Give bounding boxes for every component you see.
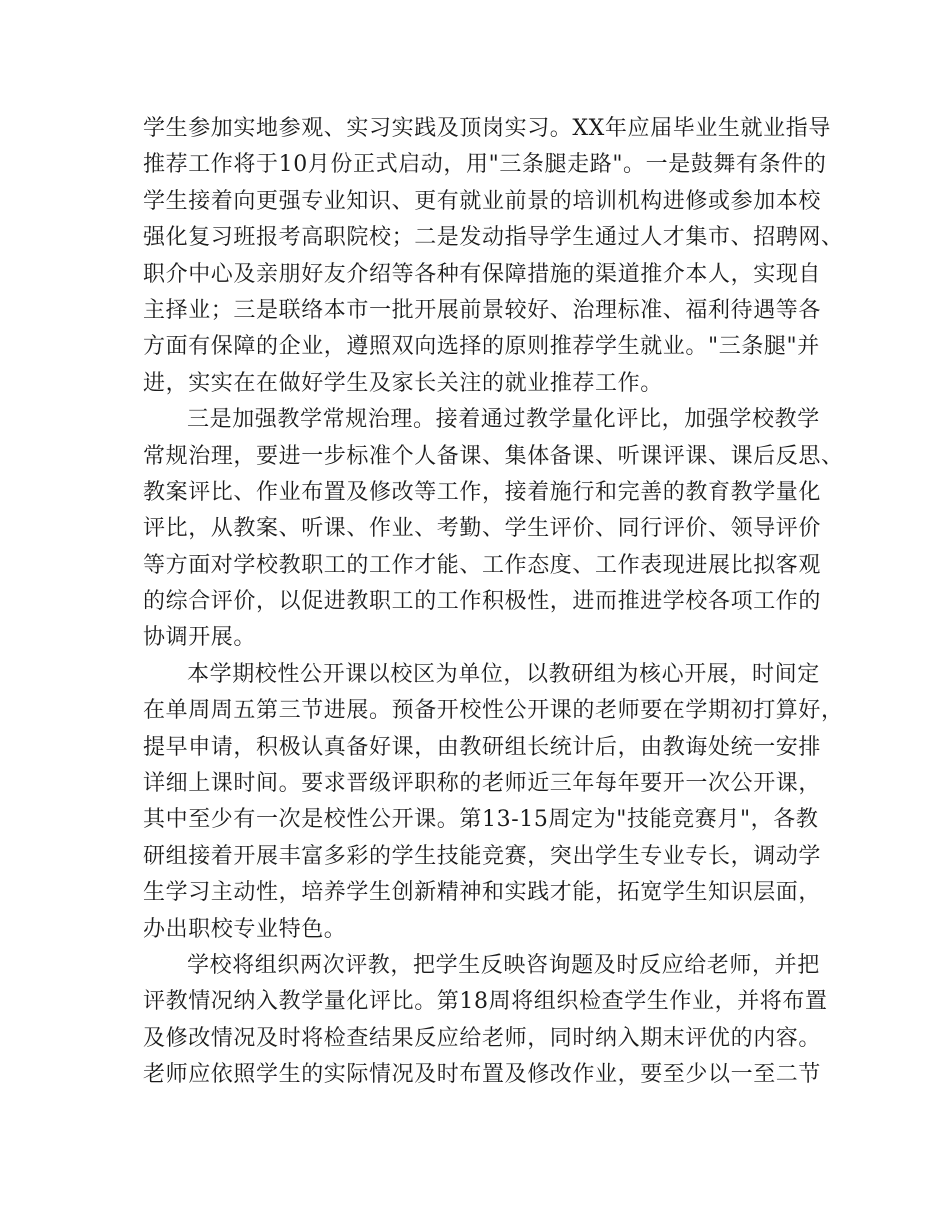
text-line: 进，实实在在做好学生及家长关注的就业推荐工作。 bbox=[143, 370, 663, 396]
text-line: 学生参加实地参观、实习实践及顶岗实习。XX年应届毕业生就业指导 bbox=[143, 116, 831, 141]
text-line: 评比，从教案、听课、作业、考勤、学生评价、同行评价、领导评价 bbox=[143, 516, 822, 542]
text-line: 学生接着向更强专业知识、更有就业前景的培训机构进修或参加本校 bbox=[143, 188, 822, 214]
text-line: 强化复习班报考高职院校；二是发动指导学生通过人才集市、招聘网、 bbox=[143, 225, 844, 251]
text-line: 及修改情况及时将检查结果反应给老师，同时纳入期末评优的内容。 bbox=[143, 1025, 822, 1051]
text-line: 协调开展。 bbox=[143, 625, 257, 651]
text-line: 办出职校专业特色。 bbox=[143, 916, 347, 942]
text-line: 提早申请，积极认真备好课，由教研组长统计后，由教诲处统一安排 bbox=[143, 734, 822, 760]
text-line: 三是加强教学常规治理。接着通过教学量化评比，加强学校教学 bbox=[187, 407, 820, 433]
text-line: 的综合评价，以促进教职工的工作积极性，进而推进学校各项工作的 bbox=[143, 589, 822, 615]
text-line: 研组接着开展丰富多彩的学生技能竞赛，突出学生专业专长，调动学 bbox=[143, 843, 822, 869]
text-line: 在单周周五第三节进展。预备开校性公开课的老师要在学期初打算好， bbox=[143, 698, 844, 724]
text-line: 生学习主动性，培养学生创新精神和实践才能，拓宽学生知识层面， bbox=[143, 880, 822, 906]
text-line: 详细上课时间。要求晋级评职称的老师近三年每年要开一次公开课， bbox=[143, 771, 822, 797]
text-line: 等方面对学校教职工的工作才能、工作态度、工作表现进展比拟客观 bbox=[143, 552, 822, 578]
text-line: 学校将组织两次评教，把学生反映咨询题及时反应给老师，并把 bbox=[187, 952, 820, 978]
text-line: 其中至少有一次是校性公开课。第13-15周定为"技能竞赛月"，各教 bbox=[143, 807, 819, 833]
text-line: 推荐工作将于10月份正式启动，用"三条腿走路"。一是鼓舞有条件的 bbox=[143, 152, 827, 178]
text-line: 教案评比、作业布置及修改等工作，接着施行和完善的教育教学量化 bbox=[143, 479, 822, 505]
text-line: 本学期校性公开课以校区为单位，以教研组为核心开展，时间定 bbox=[187, 661, 820, 687]
text-line: 职介中心及亲朋好友介绍等各种有保障措施的渠道推介本人，实现自 bbox=[143, 261, 822, 287]
text-line: 老师应依照学生的实际情况及时布置及修改作业，要至少以一至二节 bbox=[143, 1062, 822, 1088]
text-line: 主择业；三是联络本市一批开展前景较好、治理标准、福利待遇等各 bbox=[143, 297, 822, 323]
text-line: 评教情况纳入教学量化评比。第18周将组织检查学生作业，并将布置 bbox=[143, 989, 828, 1015]
document-body bbox=[143, 111, 844, 1094]
text-line: 方面有保障的企业，遵照双向选择的原则推荐学生就业。"三条腿"并 bbox=[143, 334, 820, 360]
text-line: 常规治理，要进一步标准个人备课、集体备课、听课评课、课后反思、 bbox=[143, 443, 844, 469]
